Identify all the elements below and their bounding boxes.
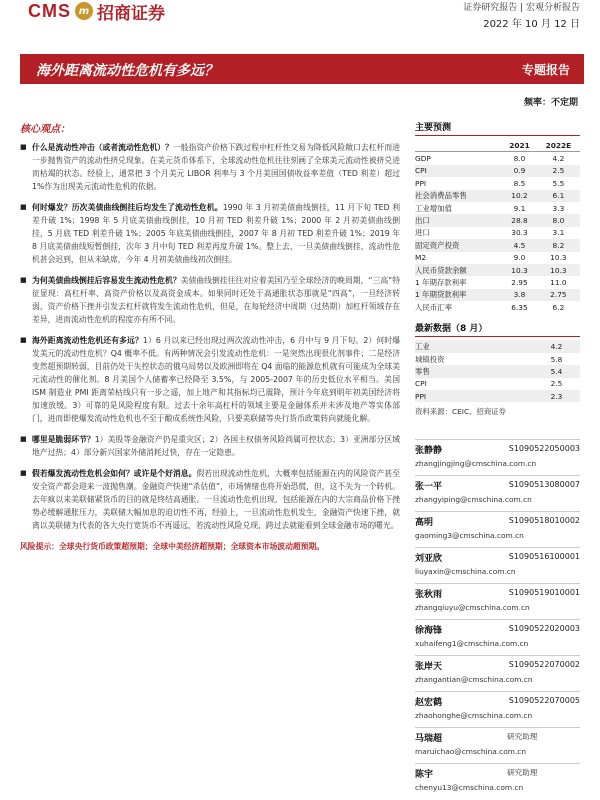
value-2021: 8.0 bbox=[513, 154, 526, 164]
analyst-email[interactable]: gaoming3@cmschina.com.cn bbox=[415, 531, 524, 541]
indicator-name: 人民币汇率 bbox=[415, 302, 452, 312]
analyst-name: 张岸天 bbox=[415, 662, 443, 673]
forecast-row bbox=[415, 165, 580, 177]
paragraph-body: 一般指资产价格下跌过程中杠杆性交易为降低风险敞口去杠杆而进一步抛售资产的流动性挤兑现象。在美元货币体系下，全球流动性危机往往刻画了全球美元流动性被挤兑进而枯竭的状态。经验上，通常把 3 个月美元 LIBOR 利率与 3 个月美国国债收益率差值（TED 利差）超过 1%作为出现美元流动性危机的依据。 bbox=[32, 143, 401, 191]
indicator-name: GDP bbox=[415, 154, 431, 164]
report-frequency: 频率：不定期 bbox=[523, 98, 578, 108]
value-2021: 3.8 bbox=[502, 289, 537, 301]
indicator-name: 1 年期贷款利率 bbox=[415, 289, 502, 301]
analyst-entry bbox=[415, 583, 580, 619]
analyst-entry bbox=[415, 655, 580, 691]
bullet-icon: ■ bbox=[20, 203, 27, 211]
analyst-certificate-id: S1090522070005 bbox=[508, 696, 580, 706]
indicator-name: 进口 bbox=[415, 228, 430, 238]
analyst-email[interactable]: zhaohonghe@cmschina.com.cn bbox=[415, 711, 533, 721]
analyst-role: 研究助理 bbox=[507, 768, 538, 778]
latest-data-row bbox=[415, 390, 580, 402]
analyst-entry bbox=[415, 619, 580, 655]
analyst-email[interactable]: chenyu13@cmschina.com.cn bbox=[415, 783, 524, 793]
analyst-entry bbox=[415, 475, 580, 511]
forecast-row bbox=[415, 289, 580, 301]
analyst-name: 张静静 bbox=[415, 446, 443, 457]
analyst-certificate-id: S1090522050003 bbox=[508, 444, 580, 454]
forecast-row bbox=[415, 301, 580, 313]
latest-indicator-name: 零售 bbox=[415, 365, 533, 377]
latest-indicator-name: 工业 bbox=[415, 340, 533, 352]
latest-indicator-name: CPI bbox=[415, 379, 427, 389]
value-2022e: 4.2 bbox=[552, 154, 565, 164]
company-logo bbox=[28, 0, 165, 22]
value-2021: 30.3 bbox=[511, 228, 528, 238]
latest-data-row bbox=[415, 340, 580, 352]
indicator-name: 人民币贷款余额 bbox=[415, 264, 502, 276]
latest-value: 2.3 bbox=[533, 390, 580, 402]
indicator-name: 工业增加值 bbox=[415, 203, 452, 213]
forecast-row bbox=[415, 202, 580, 214]
analyst-certificate-id: S1090518010002 bbox=[508, 516, 580, 526]
analyst-entry bbox=[415, 691, 580, 727]
bullet-icon: ■ bbox=[20, 435, 27, 443]
value-2021: 8.5 bbox=[513, 178, 526, 188]
value-2021: 0.9 bbox=[502, 165, 537, 177]
analyst-email[interactable]: zhangantian@cmschina.com.cn bbox=[415, 675, 533, 685]
report-date: 2022 年 10 月 12 日 bbox=[483, 19, 580, 30]
value-2021: 6.35 bbox=[511, 302, 528, 312]
analyst-email[interactable]: maruichao@cmschina.com.cn bbox=[415, 747, 527, 757]
core-views-label: 核心观点： bbox=[20, 124, 70, 135]
analyst-entry bbox=[415, 511, 580, 547]
bullet-icon: ■ bbox=[20, 143, 27, 151]
bullet-icon: ■ bbox=[20, 336, 27, 344]
analyst-name: 马瑞超 bbox=[415, 734, 443, 745]
paragraph-lead: 什么是流动性冲击（或者流动性危机）？ bbox=[32, 143, 173, 152]
latest-data-title: 最新数据（8 月） bbox=[415, 321, 580, 337]
indicator-name: 社会消费品零售 bbox=[415, 190, 502, 202]
analyst-email[interactable]: zhangjingjing@cmschina.com.cn bbox=[415, 459, 537, 469]
latest-value: 2.5 bbox=[550, 379, 563, 389]
core-view-paragraph bbox=[20, 274, 400, 326]
forecast-row bbox=[415, 177, 580, 189]
analyst-name: 赵宏鹤 bbox=[415, 698, 443, 709]
core-view-paragraph bbox=[20, 334, 400, 425]
bullet-icon: ■ bbox=[20, 276, 27, 284]
analyst-entry bbox=[415, 439, 580, 475]
analyst-certificate-id: S1090513080007 bbox=[508, 480, 580, 490]
indicator-name: 固定资产投资 bbox=[415, 239, 502, 251]
value-2022e: 2.5 bbox=[537, 165, 580, 177]
report-category: 证券研究报告 | 宏观分析报告 bbox=[463, 3, 580, 13]
title-banner bbox=[20, 54, 584, 84]
logo-chinese-name: 招商证券 bbox=[97, 3, 165, 24]
value-2022e: 2.75 bbox=[537, 289, 580, 301]
analyst-role: 研究助理 bbox=[507, 732, 538, 742]
forecast-row bbox=[415, 227, 580, 239]
sidebar-column bbox=[415, 120, 580, 799]
value-2022e: 3.1 bbox=[552, 228, 565, 238]
value-2021: 9.1 bbox=[513, 203, 526, 213]
paragraph-body: 1）6 月以来已经出现过两次流动性冲击，6 月中与 9 月下旬。2）何时爆发美元的流动性危机？Q4 概率不低。有两种情况会引发流动性危机：一是突然出现很化剂事件；二是经济变然超预期转弱，目前仍处于失控状态的俄乌局势以及欧洲即将在 Q4 面临的能源危机就有可能成为全球美元流动性的催化剂。8 月美国个人储蓄率已经降至 3.5%，与 2005-2007 年的历史低位水平相当。美国 ISM 制造业 PMI 距离荣枯线只有一步之遥，加上地产和其指标均已震降，预计今年底到明年初美国经济将加速放缓。3）可靠的是风险程度有限。过去十余年高杠杆的领域主要是金融体系并未涉及地产等实体部门，进而即使爆发流动性危机也不至于酿成系统性风险，只要美联储等央行货币政策转向就能化解。 bbox=[32, 336, 400, 423]
data-source: 资料来源：CEIC、招商证券 bbox=[415, 407, 507, 417]
latest-indicator-name: 城镇投资 bbox=[415, 354, 445, 364]
logo-cms-text: CMS bbox=[28, 0, 71, 21]
indicator-name: 出口 bbox=[415, 214, 502, 226]
forecast-row bbox=[415, 190, 580, 202]
analyst-list bbox=[415, 439, 580, 799]
value-2021: 2.95 bbox=[511, 277, 528, 287]
analyst-certificate-id: S1090516100001 bbox=[508, 552, 580, 562]
analyst-entry bbox=[415, 763, 580, 799]
report-type: 专题报告 bbox=[521, 63, 570, 77]
value-2022e: 8.0 bbox=[537, 214, 580, 226]
paragraph-lead: 何时爆发？历次美债曲线倒挂后均发生了流动性危机。 bbox=[32, 203, 223, 212]
value-2021: 10.3 bbox=[502, 264, 537, 276]
latest-data-row bbox=[415, 353, 580, 365]
analyst-certificate-id: S1090522020003 bbox=[508, 624, 580, 634]
core-view-paragraph bbox=[20, 433, 400, 459]
analyst-entry bbox=[415, 727, 580, 763]
forecast-row bbox=[415, 264, 580, 276]
latest-data-row bbox=[415, 365, 580, 377]
analyst-email[interactable]: zhangqiuyu@cmschina.com.cn bbox=[415, 603, 530, 613]
indicator-name: CPI bbox=[415, 165, 502, 177]
analyst-name: 张秋雨 bbox=[415, 590, 443, 601]
value-2022e: 5.5 bbox=[552, 178, 565, 188]
forecast-row bbox=[415, 239, 580, 251]
latest-value: 5.8 bbox=[550, 354, 563, 364]
analyst-certificate-id: S1090519010001 bbox=[508, 588, 580, 598]
forecast-row bbox=[415, 214, 580, 226]
latest-data-table bbox=[415, 340, 580, 402]
paragraph-body: 美债曲线倒挂往往对应着美国乃至全球经济的晚周期，“三高”特征显现：高杠杆率、高资产价格以及高资金成本。如果同时还处于高通胀状态那就是“四高”，一旦经济转弱，资产价格下挫并引发去杠杆就将发生流动性危机，但是，在每轮经济中周期（过热期）加杠杆领域存在差异，进而流动性危机的程度亦有所不同。 bbox=[32, 276, 401, 324]
latest-indicator-name: PPI bbox=[415, 390, 533, 402]
latest-value: 5.4 bbox=[533, 365, 580, 377]
forecast-title: 主要预测 bbox=[415, 120, 580, 136]
value-2022e: 10.3 bbox=[537, 264, 580, 276]
forecast-header-2022e: 2022E bbox=[537, 139, 580, 152]
analyst-email[interactable]: liuyaxin@cmschina.com.cn bbox=[415, 567, 516, 577]
paragraph-body: 1990 年 3 月初美债曲线倒挂，11 月下旬 TED 利差升破 1%；1998 年 5 月底美债曲线倒挂，10 月初 TED 利差升破 1%；2000 年 2 月初美债曲线倒挂，5 月底 TED 利差升破 1%；2005 年底美债曲线倒挂，2007 年 8 月初 TED 利差升破 1%；2019 年 8 月底美债曲线短暂倒挂，次年 3 月中旬 TED 利差再度升破 1%。整上去，一旦美债曲线倒挂，流动性危机甚会迟到，但从未缺席，今年 4 月初美债曲线初次倒挂。 bbox=[32, 203, 400, 264]
bullet-icon: ■ bbox=[20, 469, 27, 477]
value-2021: 9.0 bbox=[513, 253, 526, 263]
analyst-certificate-id: S1090522070002 bbox=[508, 660, 580, 670]
paragraph-lead: 哪里是脆弱环节？ bbox=[32, 435, 95, 444]
analyst-email[interactable]: zhangyiping@cmschina.com.cn bbox=[415, 495, 532, 505]
forecast-row bbox=[415, 252, 580, 264]
value-2021: 10.2 bbox=[502, 190, 537, 202]
indicator-name: 1 年期存款利率 bbox=[415, 277, 467, 287]
analyst-name: 高明 bbox=[415, 518, 434, 529]
paragraph-lead: 为何美债曲线倒挂后容易发生流动性危机？ bbox=[32, 276, 181, 285]
value-2021: 4.5 bbox=[502, 239, 537, 251]
analyst-name: 徐海锋 bbox=[415, 626, 443, 637]
core-view-paragraph bbox=[20, 141, 400, 193]
latest-value: 4.2 bbox=[533, 340, 580, 352]
report-title: 海外距离流动性危机有多远？ bbox=[36, 63, 218, 79]
value-2022e: 6.1 bbox=[537, 190, 580, 202]
value-2022e: 10.3 bbox=[550, 253, 567, 263]
forecast-row bbox=[415, 276, 580, 288]
forecast-header-name bbox=[415, 139, 502, 152]
value-2022e: 3.3 bbox=[552, 203, 565, 213]
latest-data-row bbox=[415, 378, 580, 390]
paragraph-body: 1）美股等金融资产仍是重灾区；2）各国主权债务风险尚属可控状态；3）亚洲部分区域地产过热；4）部分新兴国家外储消耗过快，存在一定隐患。 bbox=[32, 435, 400, 457]
analyst-name: 张一平 bbox=[415, 482, 443, 493]
analyst-entry bbox=[415, 547, 580, 583]
core-view-paragraph bbox=[20, 467, 400, 532]
forecast-header-2021: 2021 bbox=[502, 139, 537, 152]
value-2022e: 8.2 bbox=[537, 239, 580, 251]
paragraph-lead: 海外距离流动性危机还有多远？ bbox=[32, 336, 143, 345]
risk-warning: 风险提示：全球央行货币政策超预期；全球中美经济超预期；全球资本市场波动超预期。 bbox=[20, 542, 325, 551]
value-2022e: 6.2 bbox=[552, 302, 565, 312]
paragraph-lead: 假若爆发流动性危机会如何？或许是个好消息。 bbox=[32, 469, 197, 478]
logo-badge-icon: m bbox=[75, 2, 93, 20]
value-2021: 28.8 bbox=[502, 214, 537, 226]
core-view-paragraph bbox=[20, 201, 400, 266]
page-header bbox=[0, 0, 600, 40]
analyst-email[interactable]: xuhaifeng1@cmschina.com.cn bbox=[415, 639, 529, 649]
indicator-name: M2 bbox=[415, 253, 427, 263]
indicator-name: PPI bbox=[415, 178, 427, 188]
forecast-row bbox=[415, 152, 580, 165]
paragraph-body: 假若出现流动性危机，大概率包括能源在内的风险资产甚至安全资产都会迎来一波抛售潮。金融资产快速“杀估值”，市场情绪也将开始恐慌，但，这不失为一个转机。去年疯以来美联储紧货币的目的就是终结高通胀。一旦流动性危机出现，包括能源在内的大宗商品价格下挫势必缓解通胀压力，美联储大幅加息的迫切性不再，经验上，一旦流动性危机发生，金融资产快速下挫，就离以美联储为代表的各大央行宽货币不再遥远，若流动性风险兑现，跨过去就能看到全球金融市场的曙光。 bbox=[32, 469, 401, 530]
forecast-table bbox=[415, 139, 580, 313]
value-2022e: 11.0 bbox=[550, 277, 567, 287]
analyst-name: 陈宇 bbox=[415, 770, 434, 781]
analyst-name: 刘亚欣 bbox=[415, 554, 443, 565]
core-views-column bbox=[20, 120, 400, 553]
